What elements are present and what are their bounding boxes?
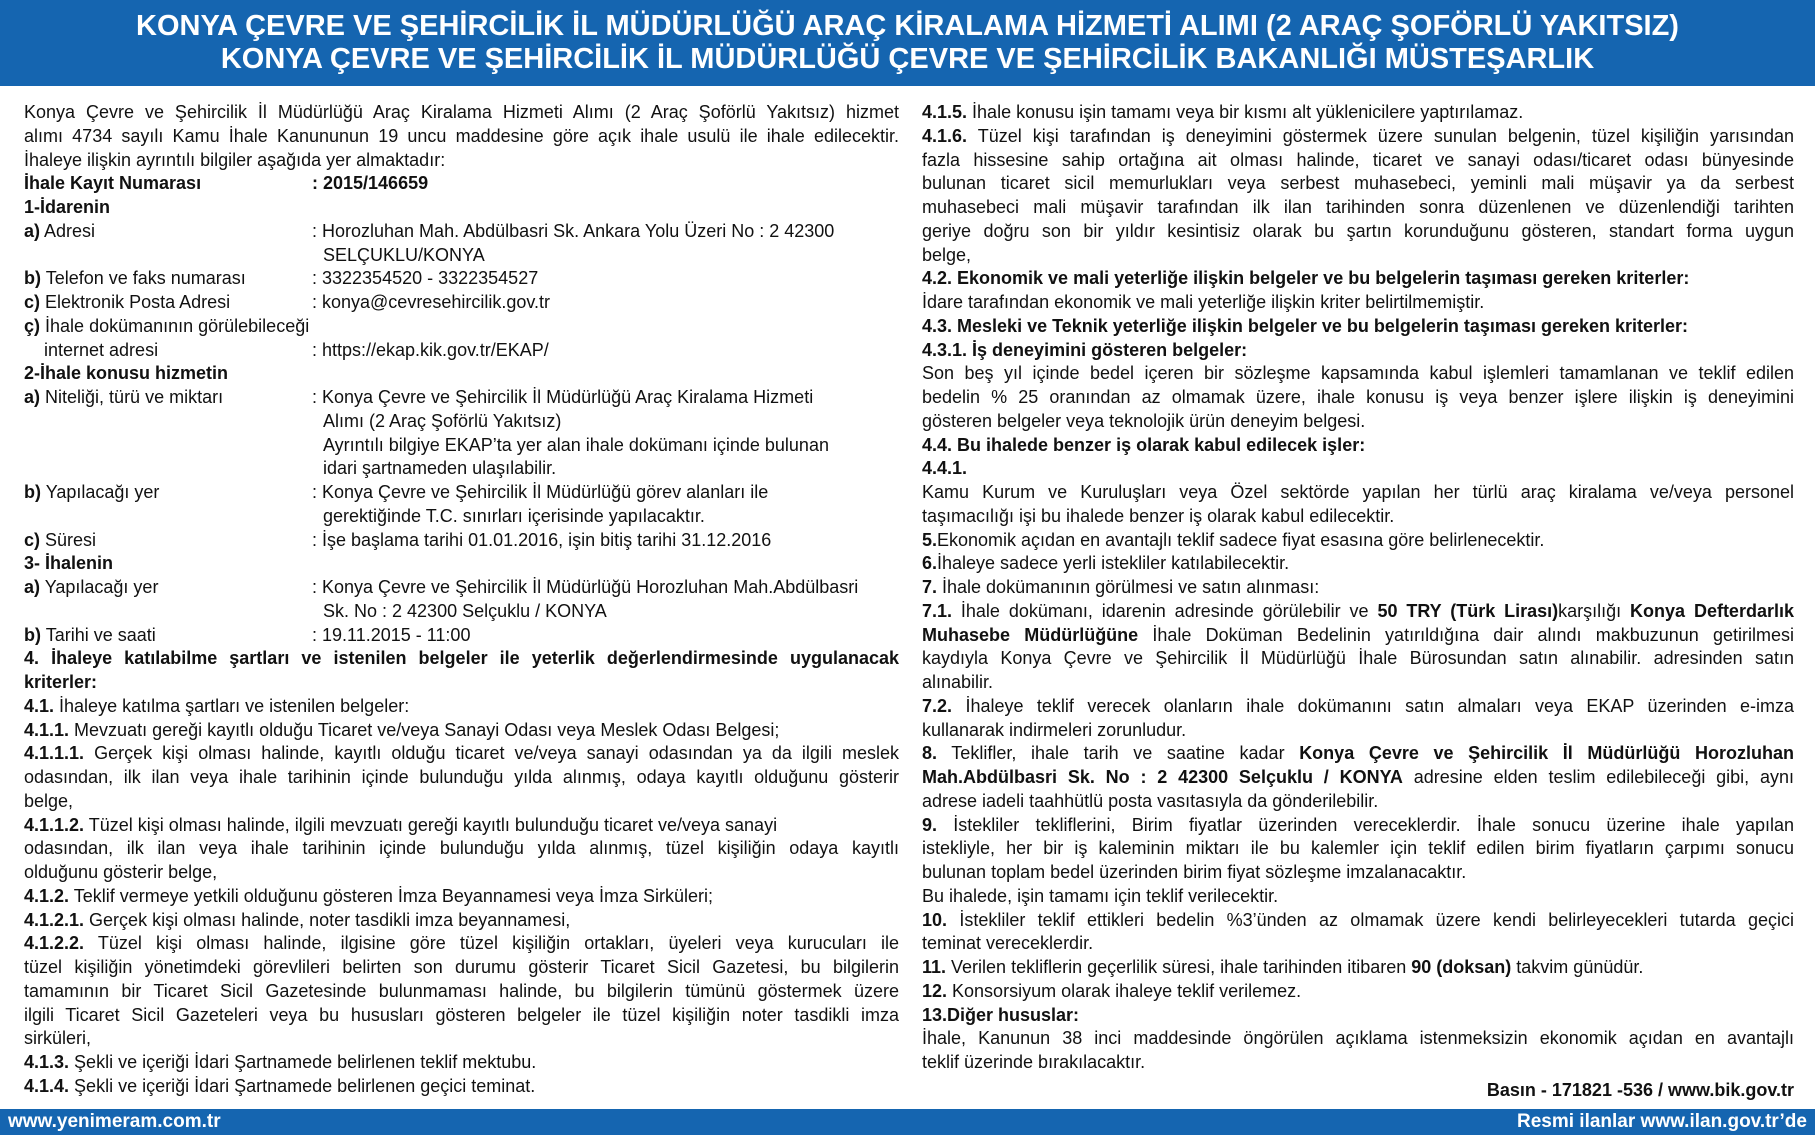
field-value: Sk. No : 2 42300 Selçuklu / KONYA: [323, 600, 607, 621]
field-value: : 3322354520 - 3322354527: [312, 268, 539, 289]
clause-text: gösteren belgeler veya teknolojik ürün deneyim belgesi.: [922, 410, 1366, 431]
field-label: internet adresi: [44, 339, 159, 360]
clause-4-1-5: 4.1.5. İhale konusu işin tamamı veya bir kısmı alt yüklenicilere yaptırılamaz.: [922, 102, 1524, 122]
right-column: [922, 101, 1794, 1103]
clause-4-1-2: 4.1.2. Teklif vermeye yetkili olduğunu gösteren İmza Beyannamesi veya İmza Sirküleri;: [24, 885, 714, 906]
field-value: : Konya Çevre ve Şehircilik İl Müdürlüğü görev alanları ile: [312, 482, 769, 502]
field-label: Tarihi ve saati: [45, 624, 156, 645]
clause-11: 11. Verilen tekliflerin geçerlilik süresi, ihale tarihinden itibaren 90 (doksan) takvim günüdür.: [922, 957, 1644, 977]
clause-text: muhasebeci mali müşavir tarafından ilk ilan tarihinden sonra düzenlenen ve düzenlendiği tarihten: [922, 197, 1794, 217]
clause-4-1-3: 4.1.3. Şekli ve içeriği İdari Şartnamede belirlenen teklif mektubu.: [24, 1052, 537, 1072]
section-heading: 4.4. Bu ihalede benzer iş olarak kabul edilecek işler:: [922, 434, 1366, 455]
clause-text: istekliyle, her bir iş kaleminin miktarı ile bu kalemler için teklif edilen birim fiyatların çarpımı sonucu: [922, 838, 1794, 859]
section-heading: 4.3. Mesleki ve Teknik yeterliğe ilişkin belgeler ve bu belgelerin taşıması gereken kriterler:: [922, 315, 1689, 336]
section-heading: 4. İhaleye katılabilme şartları ve istenilen belgeler ile yeterlik değerlendirmesinde uygulanacak: [24, 648, 899, 669]
field-label: Adresi: [44, 220, 96, 241]
field-row-document-url: [24, 339, 899, 363]
clause-text: İhale, Kanunun 38 inci maddesinde öngörülen açıklama istenmeksizin ekonomik açıdan en avantajlı: [922, 1028, 1794, 1049]
field-row-document-url-label: ç) İhale dokümanının görülebileceği: [24, 315, 310, 336]
field-label: Yapılacağı yer: [45, 482, 160, 502]
clause-text: sirküleri,: [24, 1028, 92, 1049]
field-value: : Horozluhan Mah. Abdülbasri Sk. Ankara Yolu Üzeri No : 2 42300: [312, 220, 835, 241]
clause-text: kullanarak indirmeleri zorunludur.: [922, 719, 1187, 740]
clause-text: İdare tarafından ekonomik ve mali yeterliğe ilişkin kriter belirtilmemiştir.: [922, 292, 1485, 312]
clause-4-1-2-2: 4.1.2.2. Tüzel kişi olması halinde, ilgisine göre tüzel kişiliğin ortakları, üyeleri veya kurucuları ile: [24, 933, 899, 954]
section-heading: kriterler:: [24, 672, 98, 692]
field-row-nature: a) Niteliği, türü ve miktarı : Konya Çevre ve Şehircilik İl Müdürlüğü Araç Kiralama Hizmeti Alımı (2 Araç Şoförlü Yakıtsız) Ayrıntılı bilgiye EKAP’ta yer alan ihale dokümanı içinde bulunan idari şartnameden ulaşılabilir.: [24, 386, 899, 481]
clause-4-1-4: 4.1.4. Şekli ve içeriği İdari Şartnamede belirlenen geçici teminat.: [24, 1075, 536, 1096]
field-row-duration: c) Süresi : İşe başlama tarihi 01.01.2016, işin bitiş tarihi 31.12.2016: [24, 529, 899, 553]
field-row-location: b) Yapılacağı yer : Konya Çevre ve Şehircilik İl Müdürlüğü görev alanları ile gerektiğinde T.C. sınırları içerisinde yapılacaktır.: [24, 481, 899, 529]
section-heading: 2-İhale konusu hizmetin: [24, 363, 229, 384]
field-value: : İşe başlama tarihi 01.01.2016, işin bitiş tarihi 31.12.2016: [312, 529, 772, 550]
field-row-address: a) Adresi : Horozluhan Mah. Abdülbasri Sk. Ankara Yolu Üzeri No : 2 42300 SELÇUKLU/KONYA: [24, 220, 899, 268]
clause-4-1-2-1: 4.1.2.1. Gerçek kişi olması halinde, noter tasdikli imza beyannamesi,: [24, 909, 571, 930]
notice-header: [0, 0, 1815, 86]
clause-4-1-1: 4.1.1. Mevzuatı gereği kayıtlı olduğu Ticaret ve/veya Sanayi Odası veya Meslek Odası Belgesi;: [24, 719, 780, 740]
field-value: : Konya Çevre ve Şehircilik İl Müdürlüğü Horozluhan Mah.Abdülbasri: [312, 577, 859, 597]
field-label: Süresi: [45, 529, 97, 550]
field-row-phone: b) Telefon ve faks numarası : 3322354520 - 3322354527: [24, 267, 899, 291]
clause-10: 10. İstekliler teklif ettikleri bedelin %3’ünden az olmamak üzere kendi belirleyecekleri tutarda geçici: [922, 909, 1794, 930]
field-value: gerektiğinde T.C. sınırları içerisinde yapılacaktır.: [323, 505, 705, 526]
left-column: [24, 101, 899, 1099]
field-value: Alımı (2 Araç Şoförlü Yakıtsız): [323, 410, 562, 431]
footer-website-link[interactable]: www.yenimeram.com.tr: [8, 1111, 221, 1132]
field-value: Ayrıntılı bilgiye EKAP’ta yer alan ihale dokümanı içinde bulunan: [323, 434, 829, 455]
clause-4-1-1-1: 4.1.1.1. Gerçek kişi olması halinde, kayıtlı olduğu ticaret ve/veya sanayi odasından ya da ilgili meslek: [24, 743, 899, 764]
clause-7-1: 7.1. İhale dokümanı, idarenin adresinde görülebilir ve 50 TRY (Türk Lirası)karşılığı Konya Defterdarlık: [922, 600, 1794, 621]
clause-7: 7. İhale dokümanının görülmesi ve satın alınması:: [922, 577, 1320, 597]
section-heading: 4.3.1. İş deneyimini gösteren belgeler:: [922, 339, 1248, 360]
clause-text: belge,: [24, 790, 74, 811]
clause-text: Mah.Abdülbasri Sk. No : 2 42300 Selçuklu / KONYA adresine elden teslim edilebileceği gibi, aynı: [922, 767, 1794, 787]
clause-text: alınabilir.: [922, 672, 994, 692]
clause-4-1: 4.1. İhaleye katılma şartları ve istenilen belgeler:: [24, 695, 410, 716]
clause-text: Kamu Kurum ve Kuruluşları veya Özel sektörde yapılan her türlü araç kiralama ve/veya personel: [922, 482, 1794, 502]
clause-text: tüzel kişiliğin yönetimdeki görevlileri belirten son durumu gösterir Ticaret Sicil Gazetesi, bu bilgilerin: [24, 957, 899, 977]
field-label: İhale Kayıt Numarası: [24, 173, 202, 194]
field-label: Elektronik Posta Adresi: [45, 292, 231, 312]
clause-text: taşımacılığı işi bu ihalede benzer iş olarak kabul edilecektir.: [922, 505, 1395, 526]
section-heading: 3- İhalenin: [24, 553, 114, 574]
field-value: : 2015/146659: [312, 173, 429, 194]
field-label: Telefon ve faks numarası: [45, 268, 246, 289]
field-label: İhale dokümanının görülebileceği: [45, 315, 310, 336]
field-value: : 19.11.2015 - 11:00: [312, 624, 471, 645]
section-heading: 1-İdarenin: [24, 197, 111, 217]
footer-official-notice-link[interactable]: Resmi ilanlar www.ilan.gov.tr’de: [1516, 1111, 1807, 1132]
clause-text: odasından, ilk ilan veya ihale tarihinin içinde bulunduğu yılda alınmış, tüzel kişiliğin odaya kayıtlı: [24, 838, 899, 859]
document-url-link[interactable]: : https://ekap.kik.gov.tr/EKAP/: [312, 339, 549, 360]
intro-text: İhaleye ilişkin ayrıntılı bilgiler aşağıda yer almaktadır:: [24, 149, 446, 170]
clause-9: 9. İstekliler tekliflerini, Birim fiyatlar üzerinden vereceklerdir. İhale sonucu üzerine ihale yapılan: [922, 814, 1794, 835]
field-value: : Konya Çevre ve Şehircilik İl Müdürlüğü Araç Kiralama Hizmeti: [312, 387, 814, 407]
clause-text: ilgili Ticaret Sicil Gazeteleri veya bu hususları gösteren belgeler ile tüzel kişiliğin noter tasdikli imza: [24, 1004, 899, 1025]
clause-text: olduğunu gösterir belge,: [24, 862, 218, 882]
clause-text: bedelin % 25 oranından az olmamak üzere, ihale konusu iş veya benzer işlere ilişkin iş deneyimini: [922, 387, 1794, 407]
clause-5: 5.Ekonomik açıdan en avantajlı teklif sadece fiyat esasına göre belirlenecektir.: [922, 529, 1545, 550]
clause-text: teminat vereceklerdir.: [922, 933, 1094, 954]
clause-text: odasından, ilk ilan veya ihale tarihinin içinde bulunduğu yılda alınmış, odaya kayıtlı olduğunu gösterir: [24, 767, 899, 787]
field-value: SELÇUKLU/KONYA: [323, 244, 485, 265]
field-row-tender-date: b) Tarihi ve saati : 19.11.2015 - 11:00: [24, 624, 899, 648]
section-heading: 4.4.1.: [922, 458, 968, 479]
clause-text: bulunan toplam bedel üzerinden birim fiyat sözleşme imzalanacaktır.: [922, 862, 1467, 882]
press-signature: Basın - 171821 -536 / www.bik.gov.tr: [1486, 1079, 1794, 1100]
clause-text: Son beş yıl içinde bedel içeren bir sözleşme kapsamında kabul işlemleri tamamlanan ve teklif edilen: [922, 363, 1794, 384]
intro-text: alımı 4734 sayılı Kamu İhale Kanununun 19 uncu maddesine göre açık ihale usulü ile ihale edilecektir.: [24, 125, 899, 146]
clause-6: 6.İhaleye sadece yerli istekliler katılabilecektir.: [922, 553, 1290, 574]
clause-text: Bu ihalede, işin tamamı için teklif verilecektir.: [922, 885, 1279, 906]
clause-text: kaydıyla Konya Çevre ve Şehircilik İl Müdürlüğü İhale Bürosundan satın alınabilir. adresinden satın: [922, 648, 1794, 669]
field-value: : konya@cevresehircilik.gov.tr: [312, 292, 551, 312]
field-row-email: c) Elektronik Posta Adresi : konya@cevresehircilik.gov.tr: [24, 291, 899, 315]
clause-text: belge,: [922, 244, 972, 265]
clause-text: teklif üzerinde bırakılacaktır.: [922, 1052, 1146, 1072]
clause-text: adrese iadeli taahhütlü posta vasıtasıyla da gönderilebilir.: [922, 790, 1379, 811]
clause-text: geriye doğru son bir yıldır kesintisiz olarak bu şartın korunduğunu gösteren, standart forma uygun: [922, 220, 1794, 241]
clause-text: tamamının bir Ticaret Sicil Gazetesinde bulunmaması halinde, bu bilgilerin tümünü göstermek üzere: [24, 980, 899, 1001]
clause-7-2: 7.2. İhaleye teklif verecek olanların ihale dokümanını satın almaları veya EKAP üzerinden e-imza: [922, 695, 1794, 716]
section-heading: 13.Diğer hususlar:: [922, 1004, 1080, 1025]
clause-text: Muhasebe Müdürlüğüne İhale Doküman Bedelinin yatırıldığına dair alındı makbuzunun getirilmesi: [922, 624, 1794, 645]
notice-footer: [0, 1109, 1815, 1135]
clause-text: fazla hissesine sahip ortağına ait olması halinde, ticaret ve sanayi odası/ticaret odası bünyesinde: [922, 149, 1794, 170]
tender-registration-row: [24, 172, 899, 196]
intro-text: Konya Çevre ve Şehircilik İl Müdürlüğü Araç Kiralama Hizmeti Alımı (2 Araç Şoförlü Yakıtsız) hizmet: [24, 102, 899, 122]
clause-text: bulunan ticaret sicil memurlukları veya serbest muhasebeci, yeminli mali müşavir ya da serbest: [922, 173, 1794, 194]
field-value: idari şartnameden ulaşılabilir.: [323, 458, 557, 479]
field-row-tender-location: a) Yapılacağı yer : Konya Çevre ve Şehircilik İl Müdürlüğü Horozluhan Mah.Abdülbasri Sk. No : 2 42300 Selçuklu / KONYA: [24, 576, 899, 624]
header-title-line-1: KONYA ÇEVRE VE ŞEHİRCİLİK İL MÜDÜRLÜĞÜ ARAÇ KİRALAMA HİZMETİ ALIMI (2 ARAÇ ŞOFÖRLÜ YAKITSIZ): [136, 10, 1679, 42]
clause-4-1-1-2: 4.1.1.2. Tüzel kişi olması halinde, ilgili mevzuatı gereği kayıtlı bulunduğu ticaret ve/veya sanayi: [24, 814, 778, 835]
header-title-line-2: KONYA ÇEVRE VE ŞEHİRCİLİK İL MÜDÜRLÜĞÜ ÇEVRE VE ŞEHİRCİLİK BAKANLIĞI MÜSTEŞARLIK: [220, 43, 1595, 75]
clause-8: 8. Teklifler, ihale tarih ve saatine kadar Konya Çevre ve Şehircilik İl Müdürlüğü Horozluhan: [922, 743, 1794, 764]
clause-12: 12. Konsorsiyum olarak ihaleye teklif verilemez.: [922, 980, 1302, 1001]
field-label: Niteliği, türü ve miktarı: [45, 387, 224, 407]
section-heading: 4.2. Ekonomik ve mali yeterliğe ilişkin belgeler ve bu belgelerin taşıması gereken kriterler:: [922, 268, 1690, 289]
clause-4-1-6: 4.1.6. Tüzel kişi tarafından iş deneyimini göstermek üzere sunulan belgenin, tüzel kişiliğin yarısından: [922, 125, 1794, 146]
field-label: Yapılacağı yer: [44, 577, 159, 597]
